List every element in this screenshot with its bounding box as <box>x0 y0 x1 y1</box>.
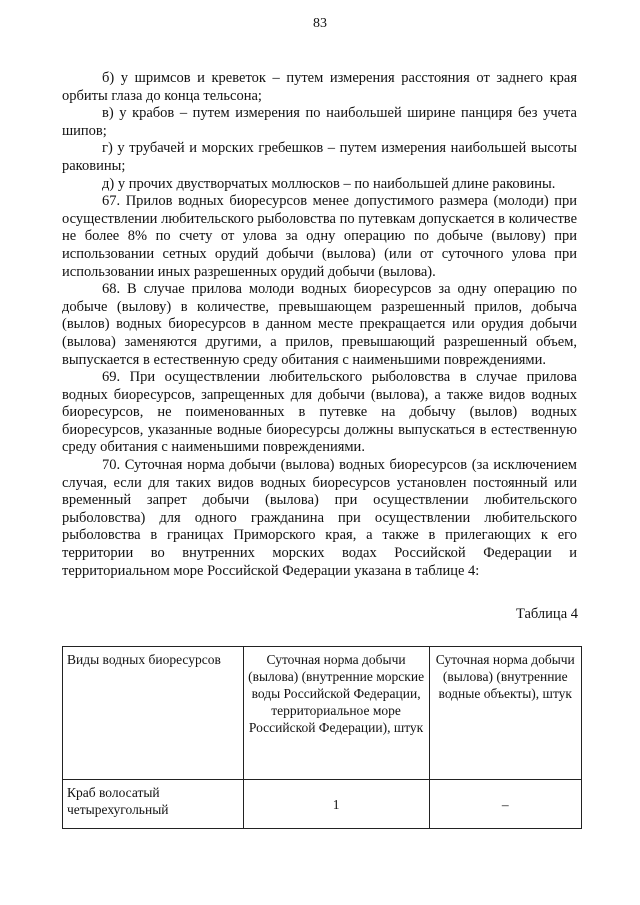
paragraph-67: 67. Прилов водных биоресурсов менее допустимого размера (молоди) при осуществлении любительского рыболовства по путевкам допускается в количестве не более 8% по счету от улова за одну операцию по добыче (вылову) при использовании сетных орудий добычи (вылова) (или от суточного улова при использовании иных разрешенных орудий добычи (вылова). <box>62 193 577 280</box>
table-cell-marine-norm: 1 <box>243 780 429 829</box>
paragraph-70: 70. Суточная норма добычи (вылова) водных биоресурсов (за исключением случая, если для таких видов водных биоресурсов установлен постоянный или временный запрет добычи (вылова) при осуществлении любительского рыболовства) для одного гражданина при осуществлении любительского рыболовства в границах Приморского края, а также в прилегающих к его территории во внутренних морских водах Российской Федерации и территориальном море Российской Федерации указана в таблице 4: <box>62 457 577 579</box>
table-header-inland-norm: Суточная норма добычи (вылова) (внутренние водные объекты), штук <box>429 647 581 780</box>
paragraph-d: д) у прочих двустворчатых моллюсков – по наибольшей длине раковины. <box>102 175 556 192</box>
paragraph-v: в) у крабов – путем измерения по наибольшей ширине панциря без учета шипов; <box>62 105 577 139</box>
table-row <box>63 780 582 829</box>
table-header-marine-norm: Суточная норма добычи (вылова) (внутренние морские воды Российской Федерации, территориальное море Российской Федерации), штук <box>243 647 429 780</box>
body-text <box>62 70 577 580</box>
table-caption: Таблица 4 <box>515 606 578 622</box>
paragraph-b: б) у шримсов и креветок – путем измерения расстояния от заднего края орбиты глаза до конца тельсона; <box>62 70 577 104</box>
page-number: 83 <box>313 16 327 31</box>
catch-norms-table <box>62 646 582 829</box>
table-cell-inland-norm: – <box>429 780 581 829</box>
paragraph-g: г) у трубачей и морских гребешков – путем измерения наибольшей высоты раковины; <box>62 140 577 174</box>
table-header-species: Виды водных биоресурсов <box>63 647 244 780</box>
table-header-row <box>63 647 582 780</box>
paragraph-69: 69. При осуществлении любительского рыболовства в случае прилова водных биоресурсов, запрещенных для добычи (вылова), а также видов водных биоресурсов, не поименованных в путевке на добычу (вылов) водных биоресурсов, указанные водные биоресурсы должны выпускаться в естественную среду обитания с наименьшими повреждениями. <box>62 369 577 456</box>
paragraph-68: 68. В случае прилова молоди водных биоресурсов за одну операцию по добыче (вылову) в количестве, превышающем разрешенный прилов, добыча (вылов) водных биоресурсов в данном месте прекращается или орудия добычи (вылова) заменяются другими, а прилов, превышающий разрешенный объем, выпускается в естественную среду обитания с наименьшими повреждениями. <box>62 281 577 368</box>
table-cell-species: Краб волосатый четырехугольный <box>63 780 244 829</box>
